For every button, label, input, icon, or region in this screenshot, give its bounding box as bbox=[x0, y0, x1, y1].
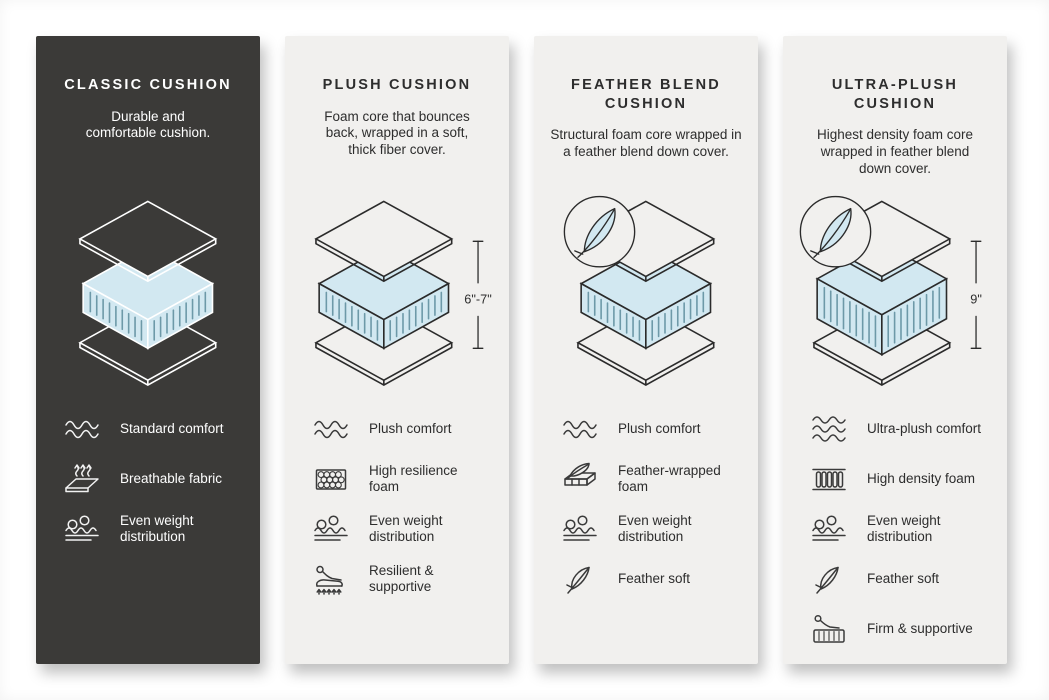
cushion-illustration bbox=[558, 195, 734, 401]
feature-label bbox=[357, 513, 443, 546]
cushion-illustration bbox=[60, 195, 236, 401]
feature-label bbox=[606, 421, 701, 437]
even-weight-icon bbox=[809, 512, 855, 546]
column-title-line: CUSHION bbox=[604, 95, 688, 112]
feature-label bbox=[606, 463, 721, 496]
cushion-illustration bbox=[296, 195, 497, 401]
feather-wrapped-foam-icon bbox=[560, 462, 606, 496]
feature-label bbox=[357, 463, 458, 496]
honeycomb-foam-icon bbox=[311, 462, 357, 496]
feature-row bbox=[311, 562, 497, 596]
feature-label bbox=[855, 513, 941, 546]
feature-label-line: distribution bbox=[369, 529, 435, 544]
column-header bbox=[783, 36, 1007, 178]
feather-badge-icon bbox=[565, 197, 635, 267]
feature-list bbox=[560, 412, 746, 596]
column-title bbox=[285, 76, 509, 95]
feature-label-line: Standard comfort bbox=[120, 420, 224, 436]
height-measurement-label: 6"-7" bbox=[464, 291, 493, 307]
feature-label-line: distribution bbox=[120, 529, 186, 544]
feature-row bbox=[311, 512, 497, 546]
feather-icon bbox=[809, 562, 855, 596]
column-description-line: thick fiber cover. bbox=[348, 142, 446, 158]
feature-list bbox=[62, 412, 248, 546]
column-title-line: PLUSH CUSHION bbox=[322, 77, 472, 93]
feature-label bbox=[855, 471, 975, 487]
feature-label-line: Even weight bbox=[120, 512, 194, 528]
feature-row bbox=[809, 462, 995, 496]
firm-supportive-icon bbox=[809, 612, 855, 646]
resilient-supportive-icon bbox=[311, 562, 357, 596]
feature-row bbox=[62, 412, 248, 446]
column-description-line: back, wrapped in a soft, bbox=[325, 125, 469, 141]
feature-label-line: Plush comfort bbox=[369, 420, 452, 436]
height-measurement-label: 9" bbox=[970, 291, 983, 307]
feature-label-line: Plush comfort bbox=[618, 420, 701, 436]
feature-label bbox=[108, 471, 222, 487]
feature-label bbox=[357, 421, 452, 437]
column-title bbox=[783, 76, 1007, 113]
feature-label-line: Firm & supportive bbox=[867, 620, 973, 636]
feature-label-line: Feather soft bbox=[618, 570, 691, 586]
feature-row bbox=[809, 412, 995, 446]
feature-label-line: distribution bbox=[618, 529, 684, 544]
feature-label-line: Even weight bbox=[369, 512, 443, 528]
column-description-line: wrapped in feather blend bbox=[820, 143, 970, 159]
illustration-area bbox=[534, 186, 758, 410]
even-weight-icon bbox=[560, 512, 606, 546]
column-header bbox=[285, 36, 509, 159]
column-description-line: Durable and bbox=[111, 108, 185, 124]
feature-label-line: High resilience bbox=[369, 462, 458, 478]
feature-label-line: distribution bbox=[867, 529, 933, 544]
column-description bbox=[285, 109, 509, 160]
illustration-area bbox=[36, 186, 260, 410]
waves-icon bbox=[560, 412, 606, 446]
feature-row bbox=[311, 412, 497, 446]
column-classic-cushion bbox=[36, 36, 260, 664]
column-description-line: Highest density foam core bbox=[816, 127, 974, 143]
feature-label-line: Feather-wrapped bbox=[618, 462, 721, 478]
feature-label-line: Ultra-plush comfort bbox=[867, 420, 982, 436]
illustration-area bbox=[783, 186, 1007, 410]
feature-list bbox=[809, 412, 995, 646]
feature-label bbox=[855, 621, 973, 637]
feature-label bbox=[108, 513, 194, 546]
feature-label bbox=[606, 571, 690, 587]
waves-icon bbox=[62, 412, 108, 446]
feature-label bbox=[855, 571, 939, 587]
feature-label bbox=[108, 421, 224, 437]
feature-label-line: supportive bbox=[369, 579, 432, 594]
even-weight-icon bbox=[311, 512, 357, 546]
feature-label-line: High density foam bbox=[867, 470, 976, 486]
breathable-fabric-icon bbox=[62, 462, 108, 496]
column-header bbox=[36, 36, 260, 142]
cushion-illustration bbox=[794, 195, 995, 401]
column-header bbox=[534, 36, 758, 161]
feature-row bbox=[809, 512, 995, 546]
column-feather-blend-cushion bbox=[534, 36, 758, 664]
column-description-line: a feather blend down cover. bbox=[563, 143, 729, 159]
feature-label-line: Even weight bbox=[867, 512, 941, 528]
column-title bbox=[36, 76, 260, 95]
feature-label bbox=[606, 513, 692, 546]
feature-row bbox=[62, 462, 248, 496]
feature-row bbox=[560, 562, 746, 596]
column-plush-cushion bbox=[285, 36, 509, 664]
column-description bbox=[534, 127, 758, 161]
column-description bbox=[783, 127, 1007, 178]
column-title-line: CLASSIC CUSHION bbox=[64, 77, 232, 93]
column-title bbox=[534, 76, 758, 113]
feature-label-line: foam bbox=[618, 479, 649, 494]
column-title-line: CUSHION bbox=[853, 95, 937, 112]
column-description bbox=[36, 109, 260, 143]
column-description-line: Foam core that bounces bbox=[324, 108, 470, 124]
feature-row bbox=[560, 512, 746, 546]
feature-row bbox=[809, 612, 995, 646]
feature-label-line: foam bbox=[369, 479, 400, 494]
column-description-line: comfortable cushion. bbox=[85, 125, 211, 141]
feature-row bbox=[62, 512, 248, 546]
feather-badge-icon bbox=[801, 197, 871, 267]
column-description-line: Structural foam core wrapped in bbox=[550, 127, 742, 143]
illustration-area bbox=[285, 186, 509, 410]
feature-label-line: Resilient & bbox=[369, 562, 434, 578]
feather-icon bbox=[560, 562, 606, 596]
waves-icon bbox=[311, 412, 357, 446]
feature-label-line: Feather soft bbox=[867, 570, 940, 586]
feature-label-line: Breathable fabric bbox=[120, 470, 223, 486]
feature-row bbox=[560, 462, 746, 496]
feature-list bbox=[311, 412, 497, 596]
feature-label bbox=[855, 421, 981, 437]
column-description-line: down cover. bbox=[858, 160, 932, 176]
feature-label bbox=[357, 563, 434, 596]
column-title-line: FEATHER BLEND bbox=[571, 77, 721, 93]
column-ultra-plush-cushion bbox=[783, 36, 1007, 664]
feature-row bbox=[311, 462, 497, 496]
high-density-foam-icon bbox=[809, 462, 855, 496]
column-title-line: ULTRA-PLUSH bbox=[831, 77, 959, 93]
feature-row bbox=[809, 562, 995, 596]
even-weight-icon bbox=[62, 512, 108, 546]
waves-triple-icon bbox=[809, 412, 855, 446]
feature-row bbox=[560, 412, 746, 446]
feature-label-line: Even weight bbox=[618, 512, 692, 528]
